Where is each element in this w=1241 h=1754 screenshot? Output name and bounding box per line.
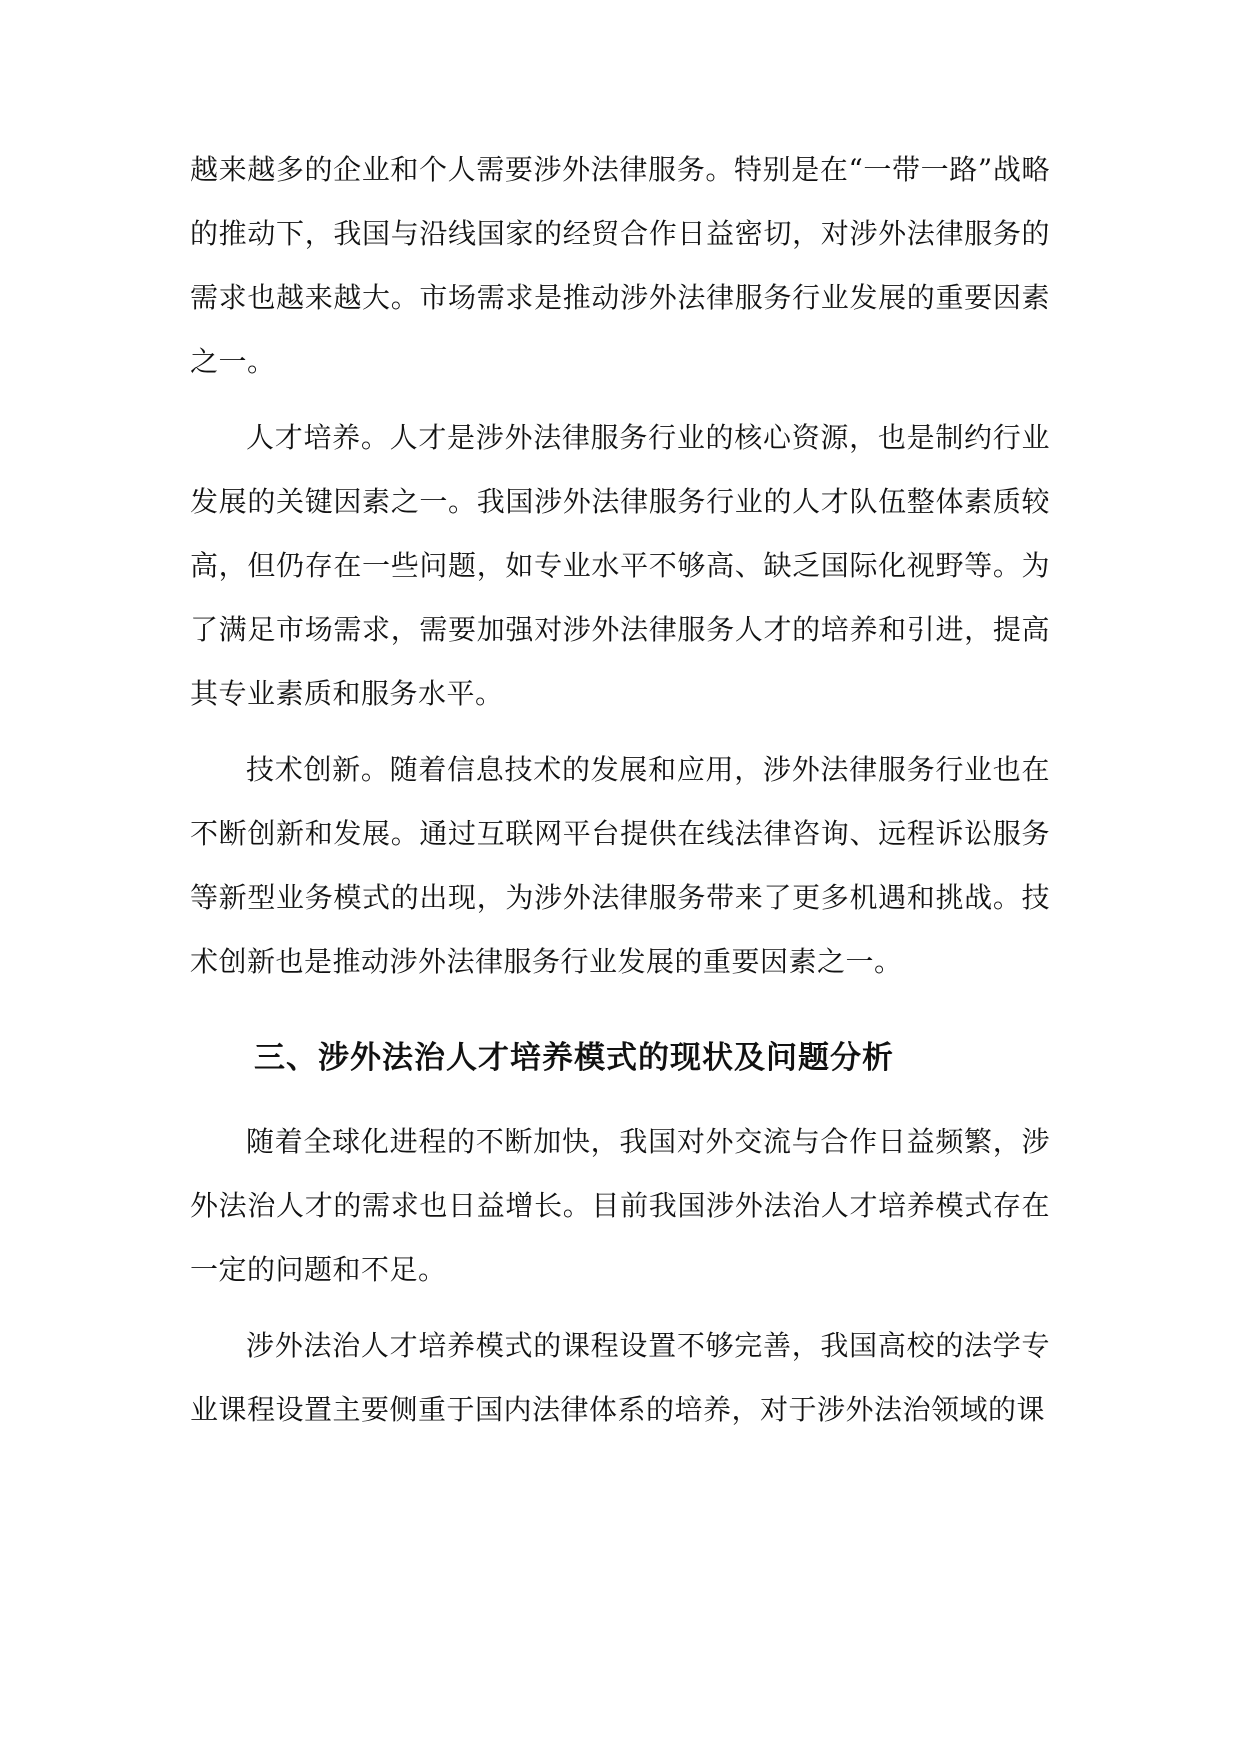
paragraph-gap <box>190 726 1050 738</box>
document-body <box>190 138 1050 1442</box>
paragraph-gap <box>190 394 1050 406</box>
paragraph-curriculum: 涉外法治人才培养模式的课程设置不够完善，我国高校的法学专业课程设置主要侧重于国内法律体系的培养，对于涉外法治领域的课 <box>190 1329 1050 1426</box>
paragraph-continuation-market-demand: 越来越多的企业和个人需要涉外法律服务。特别是在“一带一路”战略的推动下，我国与沿线国家的经贸合作日益密切，对涉外法律服务的需求也越来越大。市场需求是推动涉外法律服务行业发展的重要因素之一。 <box>190 153 1050 378</box>
section-heading: 三、涉外法治人才培养模式的现状及问题分析 <box>254 1040 894 1076</box>
paragraph-talent-training: 人才培养。人才是涉外法律服务行业的核心资源，也是制约行业发展的关键因素之一。我国涉外法律服务行业的人才队伍整体素质较高，但仍存在一些问题，如专业水平不够高、缺乏国际化视野等。为了满足市场需求，需要加强对涉外法律服务人才的培养和引进，提高其专业素质和服务水平。 <box>190 421 1050 710</box>
paragraph-gap <box>190 1302 1050 1314</box>
paragraph-technology-innovation: 技术创新。随着信息技术的发展和应用，涉外法律服务行业也在不断创新和发展。通过互联网平台提供在线法律咨询、远程诉讼服务等新型业务模式的出现，为涉外法律服务带来了更多机遇和挑战。技术创新也是推动涉外法律服务行业发展的重要因素之一。 <box>190 753 1050 978</box>
paragraph-globalization: 随着全球化进程的不断加快，我国对外交流与合作日益频繁，涉外法治人才的需求也日益增长。目前我国涉外法治人才培养模式存在一定的问题和不足。 <box>190 1125 1050 1286</box>
